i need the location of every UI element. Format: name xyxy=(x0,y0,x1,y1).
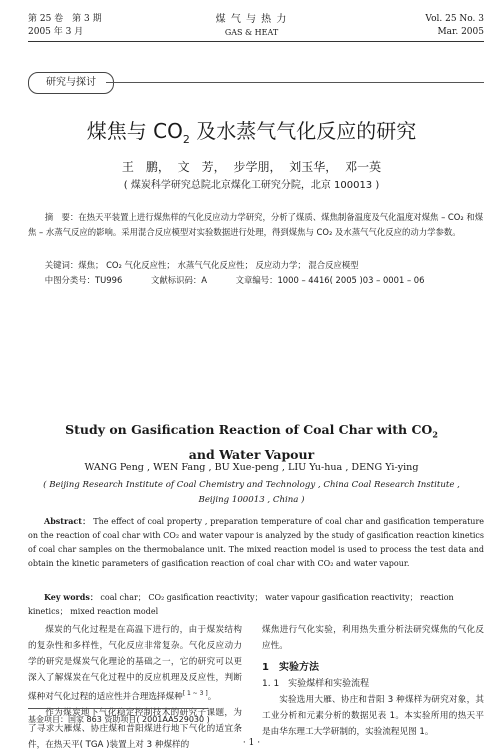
header-journal-en: GAS & HEAT xyxy=(224,28,279,37)
header-date-cn: 2005 年 3 月 xyxy=(28,27,84,37)
footnote-rule xyxy=(28,708,208,709)
affiliation-en: ( Beijing Research Institute of Coal Chemistry and Technology , China Coal Research Institute , Beijing 100013 , China ) xyxy=(43,480,460,505)
header-volume-en: Vol. 25 No. 3 xyxy=(425,14,484,24)
keywords-cn: 关键词：煤焦； CO₂ 气化反应性； 水蒸气气化反应性； 反应动力学； 混合反应模型 xyxy=(44,260,359,270)
abstract-cn-label: 摘 要： xyxy=(44,212,79,222)
authors-cn: 王 鹏， 文 芳， 步学朋， 刘玉华， 邓一英 xyxy=(121,160,382,174)
body-paragraph: 煤炭的气化过程是在高温下进行的，由于煤炭结构的复杂性和多样性，气化反应非常复杂。气化反应动力学的研究是煤炭气化理论的基础之一，它的研究可以更深入了解煤炭在气化过程中的反应机理及反应性，判断煤种对气化过程的适应性并合理选择煤种[ 1 ~ 3 ]。 xyxy=(28,625,242,702)
classification-cn xyxy=(28,273,484,288)
citation: [ 1 ~ 3 ] xyxy=(182,690,208,697)
header-date-en: Mar. 2005 xyxy=(437,27,484,37)
section-heading: 1 实验方法 xyxy=(262,662,319,673)
doc-code: 文献标识码：A xyxy=(150,275,207,285)
footnote: 基金项目：国家 863 资助项目( 2001AA529030 ) xyxy=(28,715,210,724)
header-rule xyxy=(28,41,484,42)
abstract-en: Abstract： The effect of coal property , preparation temperature of coal char and gasification temperature on the reaction of coal char with CO₂ and water vapour is analyzed by the study of gasification reaction kinetics of coal char samples on the thermobalance unit. The mixed reaction model is used to process the test data and obtain the kinetic parameters of gasification reaction of coal char with CO₂ and water vapour. xyxy=(28,516,485,568)
header-journal-cn: 煤 气 与 热 力 xyxy=(215,14,288,25)
body-paragraph: 实验选用大雁、协庄和昔阳 3 种煤样为研究对象，其工业分析和元素分析的数据见表 1。本实验所用的热天平是由华东理工大学研制的，实验流程见图 1。 xyxy=(262,695,484,737)
body-paragraph: 煤焦进行气化实验，利用热失重分析法研究煤焦的气化反应性。 xyxy=(262,625,484,651)
keywords-en: Key words： coal char； CO₂ gasification reactivity； water vapour gasification reactivity； reaction kinetics； mixed reaction model xyxy=(28,592,454,616)
affiliation-cn: ( 煤炭科学研究总院北京煤化工研究分院，北京 100013 ) xyxy=(123,180,380,191)
body-right-column xyxy=(262,622,484,740)
header-volume-cn: 第 25 卷 第 3 期 xyxy=(28,14,102,24)
title-en: Study on Gasification Reaction of Coal Char with $CO_2$ and Water Vapour xyxy=(65,422,438,462)
section-divider xyxy=(106,82,484,83)
body-left-column xyxy=(28,622,242,753)
subsection-heading: 1. 1 实验煤样和实验流程 xyxy=(262,679,370,689)
title-cn: 煤焦与 $CO_2$ 及水蒸气气化反应的研究 xyxy=(86,119,417,146)
abstract-cn xyxy=(28,210,484,239)
article-number: 文章编号：1000 – 4416( 2005 )03 – 0001 – 06 xyxy=(235,275,425,285)
abstract-cn-text: 在热天平装置上进行煤焦样的气化反应动力学研究，分析了煤质、煤焦制备温度及气化温度对煤焦 – CO₂ 和煤焦 – 水蒸气反应的影响。采用混合反应模型对实验数据进行处理，得到煤焦与 CO₂ 及水蒸气气化反应的动力学参数。 xyxy=(28,212,484,237)
clc-number: 中图分类号：TU996 xyxy=(44,275,123,285)
page-number: · 1 · xyxy=(242,738,261,748)
section-label: 研究与探讨 xyxy=(28,72,114,94)
body-paragraph: 作为煤炭地下气化稳定控制技术的研究子课题，为了寻求大雁煤、协庄煤和昔阳煤进行地下气化的适宜条件，在热天平( TGA )装置上对 3 种煤样的 xyxy=(28,707,242,750)
authors-en: WANG Peng , WEN Fang , BU Xue-peng , LIU Yu-hua , DENG Yi-ying xyxy=(84,462,419,473)
